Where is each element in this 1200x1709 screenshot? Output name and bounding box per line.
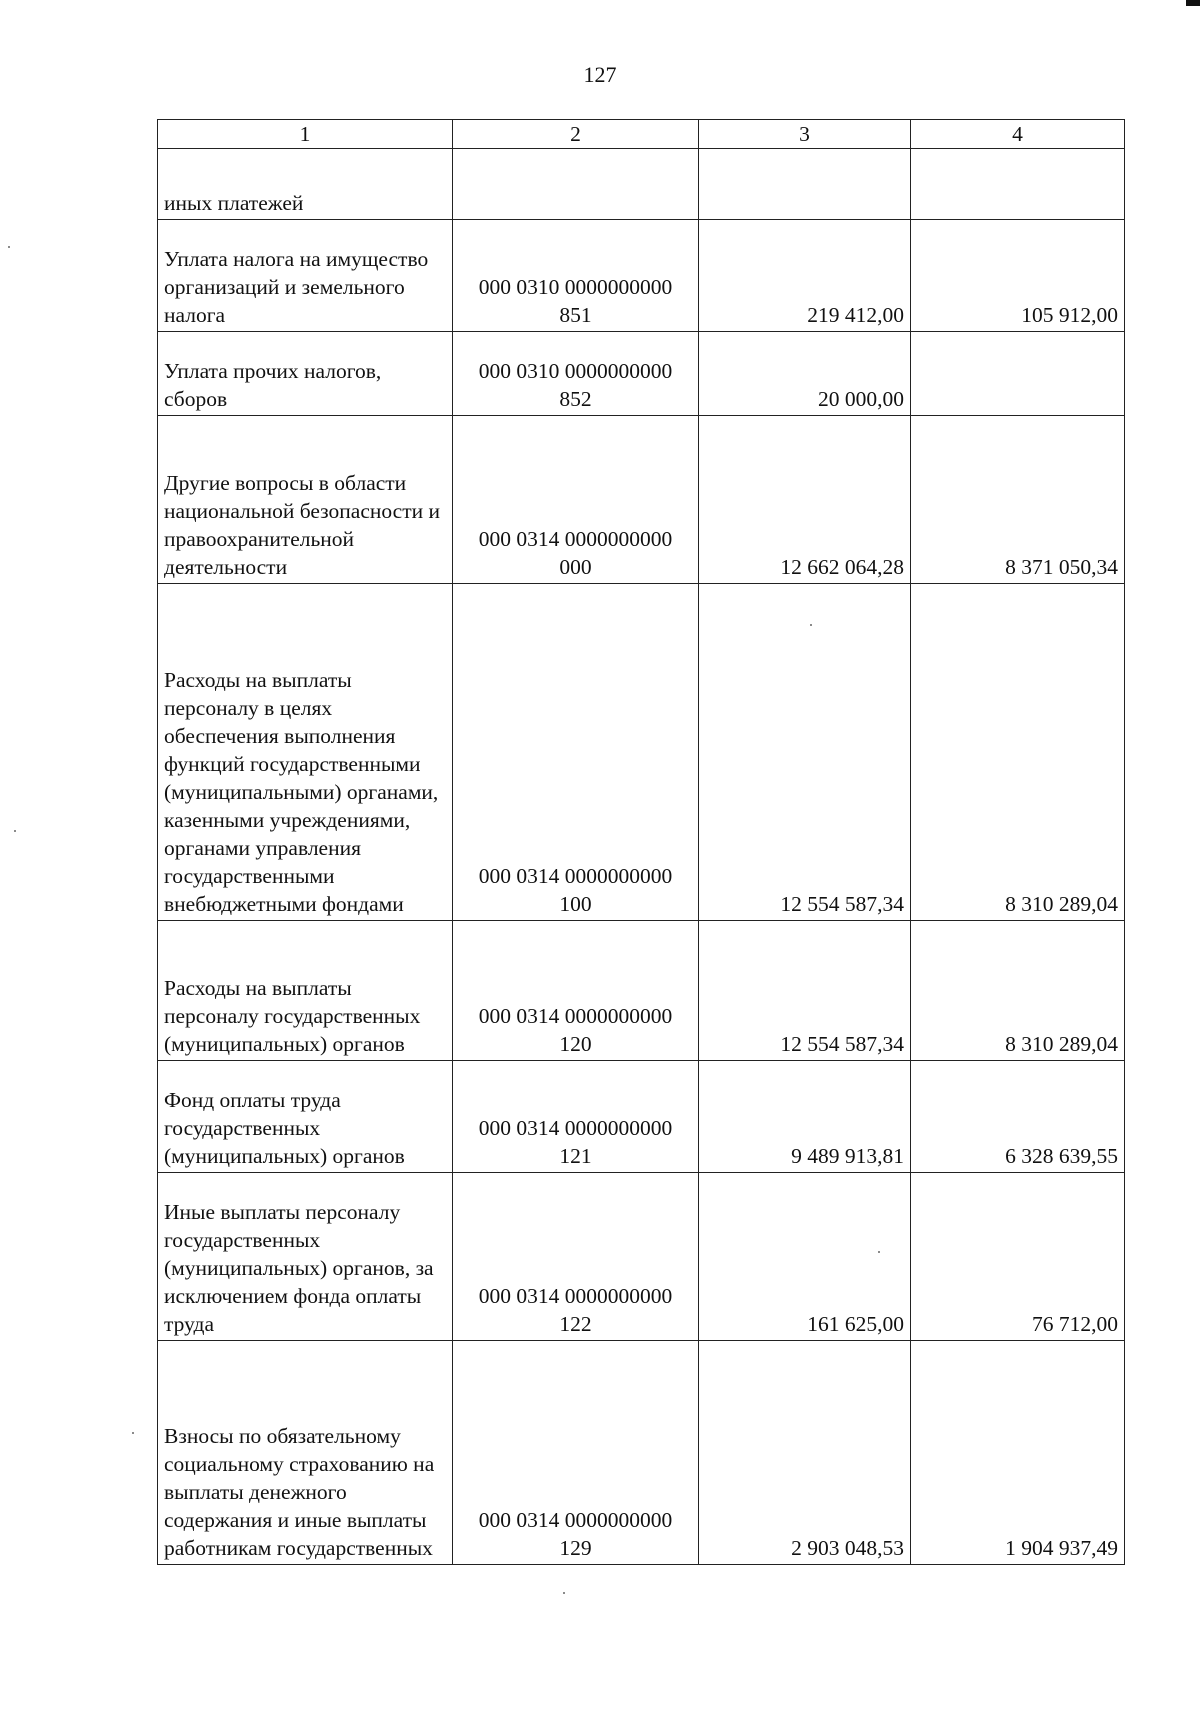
table-row xyxy=(158,1341,1125,1565)
column-header-3: 3 xyxy=(699,120,911,149)
row-code-line2: 129 xyxy=(559,1536,592,1560)
row-value-col3: 12 554 587,34 xyxy=(699,584,911,921)
table-row xyxy=(158,1061,1125,1173)
row-code xyxy=(453,220,699,332)
table-row xyxy=(158,921,1125,1061)
row-code-line1: 000 0314 0000000000 xyxy=(478,527,673,551)
row-value-col3: 219 412,00 xyxy=(699,220,911,332)
scan-speck xyxy=(132,1432,134,1434)
scan-speck xyxy=(8,246,10,248)
row-name: Расходы на выплаты персоналу государственных (муниципальных) органов xyxy=(158,921,453,1061)
row-name: Другие вопросы в области национальной безопасности и правоохранительной деятельности xyxy=(158,416,453,584)
row-value-col3: 2 903 048,53 xyxy=(699,1341,911,1565)
row-code-line2: 100 xyxy=(559,892,592,916)
row-code-line2: 000 xyxy=(559,555,592,579)
row-code xyxy=(453,332,699,416)
row-name: Иные выплаты персоналу государственных (муниципальных) органов, за исключением фонда оплаты труда xyxy=(158,1173,453,1341)
row-value-col3: 12 554 587,34 xyxy=(699,921,911,1061)
row-value-col4: 1 904 937,49 xyxy=(911,1341,1125,1565)
row-code-line2: 120 xyxy=(559,1032,592,1056)
column-header-4: 4 xyxy=(911,120,1125,149)
row-code-line1: 000 0314 0000000000 xyxy=(478,1284,673,1308)
column-header-2: 2 xyxy=(453,120,699,149)
row-value-col4 xyxy=(911,332,1125,416)
table-row xyxy=(158,220,1125,332)
row-code xyxy=(453,1341,699,1565)
row-value-col4: 105 912,00 xyxy=(911,220,1125,332)
row-value-col3: 20 000,00 xyxy=(699,332,911,416)
table-header-row xyxy=(158,120,1125,149)
row-value-col4 xyxy=(911,149,1125,220)
row-code-line2: 121 xyxy=(559,1144,592,1168)
row-value-col4: 8 310 289,04 xyxy=(911,584,1125,921)
table-row xyxy=(158,416,1125,584)
row-value-col3: 9 489 913,81 xyxy=(699,1061,911,1173)
table-row xyxy=(158,1173,1125,1341)
table-row xyxy=(158,584,1125,921)
row-code-line1: 000 0314 0000000000 xyxy=(478,1116,673,1140)
row-name: Уплата налога на имущество организаций и земельного налога xyxy=(158,220,453,332)
row-name: Уплата прочих налогов, сборов xyxy=(158,332,453,416)
row-value-col3: 161 625,00 xyxy=(699,1173,911,1341)
row-name: иных платежей xyxy=(158,149,453,220)
row-value-col3 xyxy=(699,149,911,220)
scan-mark xyxy=(1186,0,1200,6)
row-value-col3: 12 662 064,28 xyxy=(699,416,911,584)
row-code-line1: 000 0310 0000000000 xyxy=(478,359,673,383)
row-code xyxy=(453,1173,699,1341)
row-code-line1: 000 0314 0000000000 xyxy=(478,1004,673,1028)
row-code-line1: 000 0314 0000000000 xyxy=(478,864,673,888)
row-name: Расходы на выплаты персоналу в целях обеспечения выполнения функций государственными (муниципальными) органами, казенными учреждениями, органами управления государственными внебюджетными фондами xyxy=(158,584,453,921)
row-code-line2: 122 xyxy=(559,1312,592,1336)
row-code xyxy=(453,584,699,921)
table-row xyxy=(158,332,1125,416)
row-code-line2: 851 xyxy=(559,303,592,327)
row-code-line1: 000 0310 0000000000 xyxy=(478,275,673,299)
row-value-col4: 6 328 639,55 xyxy=(911,1061,1125,1173)
row-name: Фонд оплаты труда государственных (муниципальных) органов xyxy=(158,1061,453,1173)
row-code-line2: 852 xyxy=(559,387,592,411)
row-value-col4: 76 712,00 xyxy=(911,1173,1125,1341)
budget-table xyxy=(157,119,1125,1565)
column-header-1: 1 xyxy=(158,120,453,149)
row-value-col4: 8 310 289,04 xyxy=(911,921,1125,1061)
row-code xyxy=(453,416,699,584)
page-number: 127 xyxy=(583,62,617,87)
scan-speck xyxy=(563,1592,565,1594)
row-code xyxy=(453,921,699,1061)
table-row xyxy=(158,149,1125,220)
row-code xyxy=(453,1061,699,1173)
row-name: Взносы по обязательному социальному страхованию на выплаты денежного содержания и иные выплаты работникам государственных xyxy=(158,1341,453,1565)
row-value-col4: 8 371 050,34 xyxy=(911,416,1125,584)
row-code-line1: 000 0314 0000000000 xyxy=(478,1508,673,1532)
scan-speck xyxy=(14,830,16,832)
row-code xyxy=(453,149,699,220)
